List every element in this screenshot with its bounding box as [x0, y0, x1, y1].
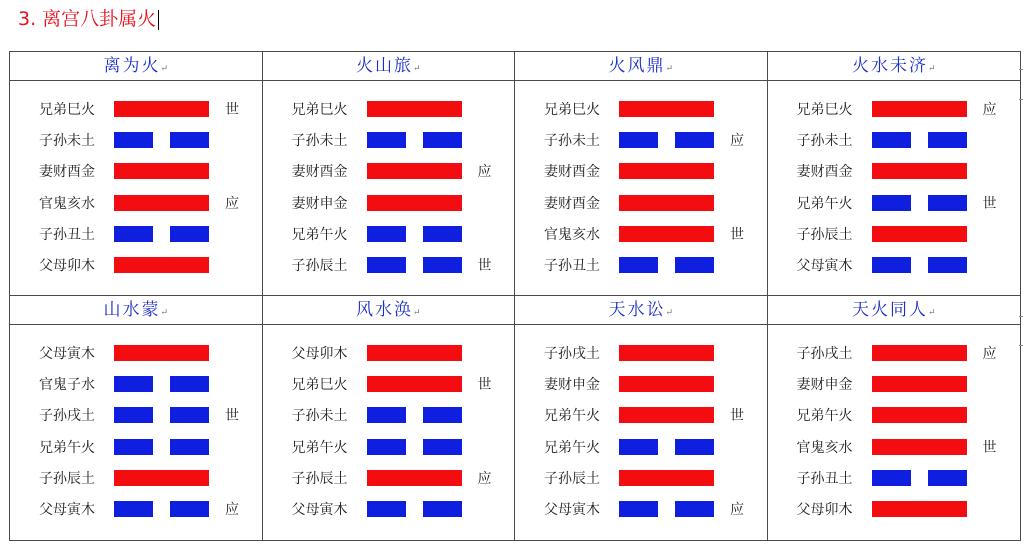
ying-marker: 应 [477, 164, 492, 181]
yin-line-bar [367, 226, 462, 242]
yang-bar [872, 345, 967, 361]
hexagram-line-row [10, 341, 262, 372]
hexagram-cell [515, 52, 768, 296]
paragraph-mark-icon: ↵ [927, 308, 936, 318]
yin-line-bar [114, 407, 209, 423]
yin-bar-segment [619, 501, 658, 517]
line-label: 父母卯木 [796, 501, 853, 518]
line-label: 子孙未土 [291, 408, 348, 425]
yang-line-bar [619, 376, 714, 392]
hexagram-line-row [10, 403, 262, 434]
yang-bar [872, 407, 967, 423]
yang-bar [367, 345, 462, 361]
yin-line-bar [872, 257, 967, 273]
line-label: 父母寅木 [544, 501, 600, 518]
hexagram-line-row [768, 497, 1021, 528]
hexagram-line-row [515, 222, 767, 253]
hexagram-line-row [768, 466, 1021, 497]
line-label: 子孙未土 [291, 133, 348, 150]
hexagram-line-row [263, 372, 515, 403]
hexagram-line-row [515, 253, 767, 284]
yin-line-bar [367, 132, 462, 148]
yang-line-bar [114, 195, 209, 211]
hexagram-cell [768, 296, 1021, 540]
yin-bar-segment [367, 226, 406, 242]
hexagram-line-row [515, 191, 767, 222]
ying-marker: 应 [225, 195, 239, 212]
yang-line-bar [367, 470, 462, 486]
yin-bar-segment [423, 501, 462, 517]
hexagram-line-row [768, 159, 1021, 190]
line-label: 兄弟巳火 [796, 102, 853, 118]
hexagram-line-row [515, 372, 767, 403]
ying-marker: 应 [730, 501, 744, 518]
yin-bar-segment [675, 257, 714, 273]
hexagram-line-row [10, 159, 262, 190]
line-label: 子孙辰土 [291, 257, 348, 274]
yang-line-bar [114, 345, 209, 361]
yang-bar [872, 501, 967, 517]
yin-line-bar [114, 501, 209, 517]
hexagram-line-row [263, 341, 515, 372]
yin-bar-segment [170, 226, 209, 242]
line-label: 兄弟午火 [796, 195, 853, 212]
hexagram-line-row [768, 372, 1021, 403]
shi-marker: 世 [982, 195, 997, 212]
yang-bar [619, 195, 714, 211]
yang-bar [872, 163, 967, 179]
yin-bar-segment [872, 195, 911, 211]
hexagram-line-row [515, 97, 767, 128]
hexagram-line-row [10, 497, 262, 528]
paragraph-mark-icon: ↵ [160, 308, 169, 318]
hexagram-lines [263, 341, 515, 528]
yin-bar-segment [170, 376, 209, 392]
yang-bar [367, 470, 462, 486]
yin-line-bar [872, 470, 967, 486]
yin-bar-segment [114, 132, 153, 148]
yin-bar-segment [170, 439, 209, 455]
line-label: 妻财酉金 [544, 195, 600, 212]
yang-line-bar [367, 163, 462, 179]
hexagram-title [263, 52, 515, 81]
line-label: 子孙辰土 [291, 470, 348, 487]
hexagram-lines [10, 97, 262, 284]
line-label: 父母卯木 [39, 257, 95, 274]
line-label: 父母寅木 [39, 346, 95, 362]
hexagram-lines [515, 97, 767, 284]
line-label: 兄弟午火 [544, 439, 600, 456]
yin-bar-segment [928, 132, 967, 148]
yin-bar-segment [367, 132, 406, 148]
paragraph-mark-icon: ↵ [927, 64, 936, 74]
yin-bar-segment [423, 257, 462, 273]
yin-bar-segment [423, 407, 462, 423]
hexagram-title-text: 天水讼 [608, 300, 666, 320]
hexagram-title-text: 火水未济 [851, 56, 928, 76]
line-label: 兄弟巳火 [291, 377, 348, 394]
line-label: 子孙辰土 [796, 226, 853, 243]
yang-bar [114, 101, 209, 117]
yang-bar [619, 101, 714, 117]
line-label: 妻财酉金 [796, 164, 853, 181]
hexagram-cell [263, 52, 516, 296]
yang-bar [114, 470, 209, 486]
hexagram-title [10, 52, 262, 81]
yin-bar-segment [114, 376, 153, 392]
paragraph-mark-icon: ↵ [160, 64, 169, 74]
paragraph-mark-icon: ↵ [665, 64, 674, 74]
yang-line-bar [872, 501, 967, 517]
hexagram-line-row [10, 372, 262, 403]
yang-bar [872, 101, 967, 117]
line-label: 兄弟午火 [291, 226, 348, 243]
line-label: 妻财酉金 [291, 164, 348, 181]
hexagram-title-text: 风水涣 [355, 300, 413, 320]
yin-bar-segment [114, 407, 153, 423]
ying-marker: 应 [730, 133, 744, 150]
line-label: 妻财申金 [291, 195, 348, 212]
hexagram-title-text: 山水蒙 [103, 300, 161, 320]
yang-line-bar [114, 257, 209, 273]
yang-line-bar [872, 101, 967, 117]
line-label: 父母寅木 [291, 501, 348, 518]
yang-bar [114, 345, 209, 361]
line-label: 官鬼亥水 [544, 226, 600, 243]
yang-line-bar [367, 195, 462, 211]
yin-bar-segment [170, 501, 209, 517]
hexagram-line-row [10, 253, 262, 284]
yin-bar-segment [114, 226, 153, 242]
text-cursor [158, 10, 159, 30]
line-label: 父母寅木 [39, 501, 95, 518]
yang-line-bar [619, 101, 714, 117]
line-label: 兄弟午火 [39, 439, 95, 456]
hexagram-line-row [263, 97, 515, 128]
yang-bar [872, 439, 967, 455]
table-edge-marker [1019, 345, 1023, 346]
yin-line-bar [619, 132, 714, 148]
yang-bar [619, 345, 714, 361]
shi-marker: 世 [982, 439, 997, 456]
yang-bar [114, 195, 209, 211]
yin-line-bar [367, 407, 462, 423]
hexagram-line-row [10, 97, 262, 128]
hexagram-line-row [768, 253, 1021, 284]
yang-line-bar [619, 470, 714, 486]
hexagram-lines [768, 97, 1021, 284]
line-label: 妻财申金 [796, 377, 853, 394]
hexagram-line-row [515, 403, 767, 434]
yang-line-bar [114, 163, 209, 179]
hexagram-line-row [515, 159, 767, 190]
yin-line-bar [619, 439, 714, 455]
yang-line-bar [619, 407, 714, 423]
line-label: 子孙戌土 [544, 346, 600, 362]
yang-line-bar [367, 376, 462, 392]
line-label: 官鬼亥水 [796, 439, 853, 456]
yang-line-bar [872, 345, 967, 361]
ying-marker: 应 [477, 470, 492, 487]
hexagram-title [263, 296, 515, 325]
yin-bar-segment [114, 501, 153, 517]
line-label: 子孙未土 [39, 133, 95, 150]
yin-bar-segment [367, 439, 406, 455]
line-label: 兄弟巳火 [39, 102, 95, 118]
yang-line-bar [367, 101, 462, 117]
yin-line-bar [872, 132, 967, 148]
line-label: 妻财酉金 [544, 164, 600, 181]
hexagram-title [515, 52, 767, 81]
line-label: 父母卯木 [291, 346, 348, 362]
hexagram-line-row [10, 222, 262, 253]
yin-bar-segment [928, 257, 967, 273]
ying-marker: 应 [982, 346, 997, 362]
yang-bar [114, 257, 209, 273]
yin-line-bar [619, 501, 714, 517]
hexagram-line-row [263, 191, 515, 222]
line-label: 子孙戌土 [796, 346, 853, 362]
hexagram-title [768, 52, 1021, 81]
yin-bar-segment [423, 132, 462, 148]
yang-line-bar [114, 470, 209, 486]
hexagram-line-row [515, 435, 767, 466]
hexagram-cell [515, 296, 768, 540]
yin-bar-segment [367, 407, 406, 423]
hexagram-line-row [10, 466, 262, 497]
yang-bar [619, 163, 714, 179]
hexagram-line-row [10, 191, 262, 222]
hexagram-line-row [263, 222, 515, 253]
hexagram-cell [10, 296, 263, 540]
hexagram-lines [10, 341, 262, 528]
hexagram-cell [768, 52, 1021, 296]
line-label: 兄弟巳火 [291, 102, 348, 118]
yang-bar [114, 163, 209, 179]
yin-bar-segment [423, 439, 462, 455]
table-edge-marker [1019, 69, 1023, 70]
yang-bar [619, 226, 714, 242]
yang-bar [872, 226, 967, 242]
paragraph-mark-icon: ↵ [412, 64, 421, 74]
hexagram-line-row [10, 128, 262, 159]
yin-bar-segment [619, 257, 658, 273]
hexagram-line-row [263, 128, 515, 159]
hexagram-lines [263, 97, 515, 284]
hexagram-line-row [515, 466, 767, 497]
yin-bar-segment [675, 439, 714, 455]
shi-marker: 世 [225, 408, 239, 425]
hexagram-line-row [768, 341, 1021, 372]
yin-bar-segment [367, 501, 406, 517]
yin-line-bar [872, 195, 967, 211]
line-label: 官鬼子水 [39, 377, 95, 394]
ying-marker: 应 [225, 501, 239, 518]
hexagram-table [9, 51, 1021, 541]
line-label: 兄弟巳火 [544, 102, 600, 118]
shi-marker: 世 [730, 408, 744, 425]
yin-bar-segment [675, 501, 714, 517]
yang-bar [872, 376, 967, 392]
hexagram-line-row [768, 222, 1021, 253]
hexagram-title-text: 火风鼎 [608, 56, 666, 76]
line-label: 子孙辰土 [544, 470, 600, 487]
paragraph-mark-icon: ↵ [665, 308, 674, 318]
yin-bar-segment [619, 132, 658, 148]
yin-line-bar [367, 257, 462, 273]
yang-bar [367, 163, 462, 179]
yang-line-bar [367, 345, 462, 361]
yang-line-bar [872, 407, 967, 423]
line-label: 兄弟午火 [544, 408, 600, 425]
hexagram-line-row [10, 435, 262, 466]
line-label: 兄弟午火 [291, 439, 348, 456]
yin-bar-segment [423, 226, 462, 242]
table-edge-marker [1019, 316, 1023, 317]
hexagram-title-text: 天火同人 [851, 300, 928, 320]
yang-line-bar [872, 163, 967, 179]
hexagram-line-row [263, 253, 515, 284]
hexagram-line-row [768, 97, 1021, 128]
hexagram-cell [10, 52, 263, 296]
yin-line-bar [619, 257, 714, 273]
yin-line-bar [367, 439, 462, 455]
line-label: 父母寅木 [796, 257, 853, 274]
yin-bar-segment [872, 257, 911, 273]
yang-line-bar [619, 195, 714, 211]
shi-marker: 世 [225, 102, 239, 118]
hexagram-line-row [768, 128, 1021, 159]
yang-line-bar [619, 163, 714, 179]
yang-bar [619, 407, 714, 423]
yin-bar-segment [872, 132, 911, 148]
line-label: 妻财申金 [544, 377, 600, 394]
line-label: 官鬼亥水 [39, 195, 95, 212]
page-heading [18, 4, 159, 31]
line-label: 妻财酉金 [39, 164, 95, 181]
yin-bar-segment [675, 132, 714, 148]
yang-bar [619, 376, 714, 392]
line-label: 子孙丑土 [544, 257, 600, 274]
yang-line-bar [619, 345, 714, 361]
hexagram-line-row [768, 191, 1021, 222]
line-label: 子孙丑土 [39, 226, 95, 243]
hexagram-title [768, 296, 1021, 325]
yang-line-bar [872, 439, 967, 455]
hexagram-line-row [263, 159, 515, 190]
hexagram-cell [263, 296, 516, 540]
hexagram-line-row [263, 403, 515, 434]
hexagram-line-row [515, 341, 767, 372]
yin-line-bar [114, 132, 209, 148]
yin-bar-segment [114, 439, 153, 455]
shi-marker: 世 [477, 377, 492, 394]
yin-line-bar [114, 376, 209, 392]
yin-bar-segment [367, 257, 406, 273]
yang-bar [619, 470, 714, 486]
yin-line-bar [114, 439, 209, 455]
ying-marker: 应 [982, 102, 997, 118]
hexagram-line-row [515, 128, 767, 159]
hexagram-line-row [768, 403, 1021, 434]
line-label: 兄弟午火 [796, 408, 853, 425]
yang-line-bar [872, 226, 967, 242]
table-edge-marker [1019, 99, 1023, 100]
yang-bar [367, 101, 462, 117]
hexagram-lines [515, 341, 767, 528]
yin-line-bar [367, 501, 462, 517]
line-label: 子孙丑土 [796, 470, 853, 487]
yin-bar-segment [928, 195, 967, 211]
line-label: 子孙辰土 [39, 470, 95, 487]
shi-marker: 世 [730, 226, 744, 243]
yang-line-bar [619, 226, 714, 242]
hexagram-title-text: 离为火 [103, 56, 161, 76]
hexagram-line-row [515, 497, 767, 528]
line-label: 子孙戌土 [39, 408, 95, 425]
heading-text: 3. 离宫八卦属火 [18, 8, 157, 30]
hexagram-line-row [263, 435, 515, 466]
hexagram-title [10, 296, 262, 325]
hexagram-line-row [263, 497, 515, 528]
hexagram-line-row [263, 466, 515, 497]
yang-bar [367, 195, 462, 211]
yang-line-bar [872, 376, 967, 392]
paragraph-mark-icon: ↵ [412, 308, 421, 318]
yin-bar-segment [619, 439, 658, 455]
yin-line-bar [114, 226, 209, 242]
line-label: 子孙未土 [544, 133, 600, 150]
line-label: 子孙未土 [796, 133, 853, 150]
hexagram-line-row [768, 435, 1021, 466]
yin-bar-segment [170, 132, 209, 148]
yang-bar [367, 376, 462, 392]
yin-bar-segment [872, 470, 911, 486]
hexagram-lines [768, 341, 1021, 528]
yang-line-bar [114, 101, 209, 117]
hexagram-title-text: 火山旅 [355, 56, 413, 76]
hexagram-title [515, 296, 767, 325]
yin-bar-segment [928, 470, 967, 486]
shi-marker: 世 [477, 257, 492, 274]
yin-bar-segment [170, 407, 209, 423]
